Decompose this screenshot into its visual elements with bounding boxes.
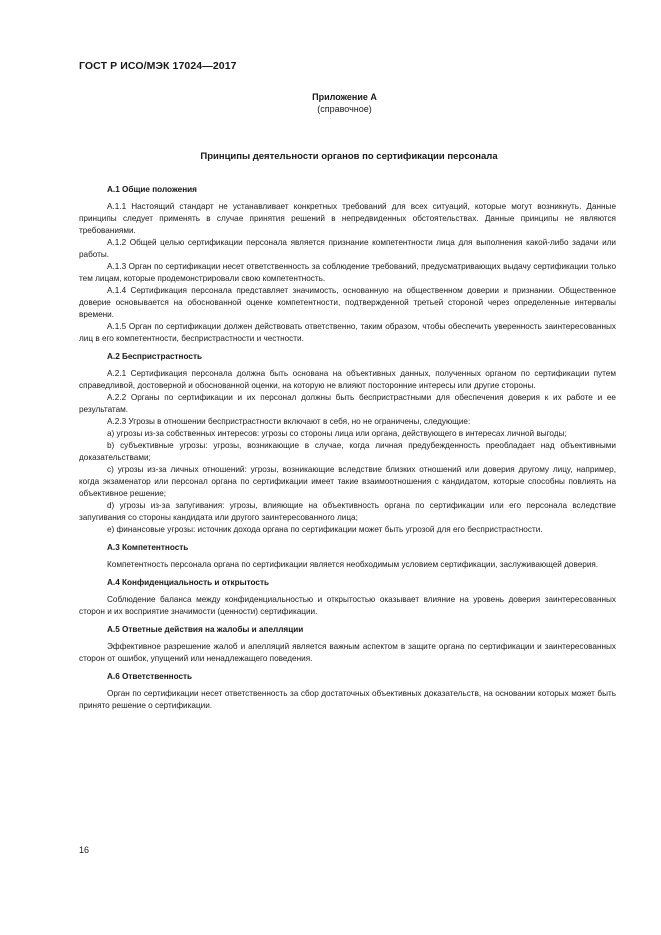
appendix-title: Приложение А: [312, 92, 377, 102]
list-item: a) угрозы из-за собственных интересов: угрозы со стороны лица или органа, действующего в интересах личной выгоды;: [107, 429, 567, 438]
paragraph: А.2.1 Сертификация персонала должна быть основана на объективных данных, полученных органом по сертификации путем справедливой, достоверной и обоснованной оценки, на которую не влияют посторонние интересы или другие стороны.: [79, 369, 616, 390]
page-title: Принципы деятельности органов по сертификации персонала: [200, 151, 498, 162]
appendix-subtitle: (справочное): [317, 104, 372, 114]
section-heading: А.2 Беспристрастность: [107, 352, 202, 361]
paragraph: Соблюдение баланса между конфиденциальностью и открытостью оказывает влияние на уровень доверия заинтересованных сторон и их восприятие значимости (ценности) сертификации.: [79, 595, 616, 616]
paragraph: Компетентность персонала органа по сертификации является необходимым условием сертификации, заслуживающей доверия.: [107, 560, 599, 569]
paragraph: А.1.1 Настоящий стандарт не устанавливает конкретных требований для всех ситуаций, которые могут возникнуть. Данные принципы следует применять в случае принятия решений в непредвиденных обстоятельствах. Данные принципы не являются требованиями.: [79, 202, 616, 235]
paragraph: Орган по сертификации несет ответственность за сбор достаточных объективных доказательств, на основании которых может быть принято решение о сертификации.: [79, 689, 616, 710]
section-heading: А.5 Ответные действия на жалобы и апелляции: [107, 625, 304, 634]
section-heading: А.3 Компетентность: [107, 543, 189, 552]
page-number: 16: [79, 845, 90, 855]
paragraph: Эффективное разрешение жалоб и апелляций является важным аспектом в защите органа по сертификации и заинтересованных сторон от ошибок, упущений или ненадлежащего поведения.: [79, 642, 616, 663]
list-item: c) угрозы из-за личных отношений: угрозы, возникающие вследствие близких отношений или доверия другому лицу, например, когда экзаменатор или персонал органа по сертификации имеет такие взаимоотношения с кандидатом, которые способны повлиять на объективное решение;: [79, 465, 616, 498]
paragraph: А.1.3 Орган по сертификации несет ответственность за соблюдение требований, предусматривающих выдачу сертификации только тем лицам, которые продемонстрировали свою компетентность.: [79, 262, 616, 283]
paragraph: А.1.5 Орган по сертификации должен действовать ответственно, таким образом, чтобы обеспечить уверенность заинтересованных лиц в его компетентности, беспристрастности и честности.: [79, 322, 616, 343]
list-item: b) субъективные угрозы: угрозы, возникающие в случае, когда личная предубежденность преобладает над объективными доказательствами;: [79, 441, 616, 462]
paragraph: А.1.4 Сертификация персонала представляет значимость, основанную на общественном доверии и признании. Общественное доверие основывается на обоснованной оценке компетентности, подтвержденной третьей стороной через определенные интервалы времени.: [79, 286, 616, 319]
standard-header: ГОСТ Р ИСО/МЭК 17024—2017: [79, 60, 237, 72]
section-heading: А.6 Ответственность: [107, 672, 193, 681]
section-heading: А.1 Общие положения: [107, 185, 197, 194]
paragraph: А.1.2 Общей целью сертификации персонала является признание компетентности лица для выполнения какой-либо задачи или работы.: [79, 238, 616, 259]
paragraph: А.2.2 Органы по сертификации и их персонал должны быть беспристрастными для обеспечения доверия к их работе и ее результатам.: [79, 393, 616, 414]
paragraph: А.2.3 Угрозы в отношении беспристрастности включают в себя, но не ограничены, следующие:: [107, 417, 471, 426]
appendix-label: [0, 91, 661, 115]
section-heading: А.4 Конфиденциальность и открытость: [107, 578, 270, 587]
document-body: [79, 184, 616, 712]
list-item: e) финансовые угрозы: источник дохода органа по сертификации может быть угрозой для его беспристрастности.: [107, 525, 543, 534]
list-item: d) угрозы из-за запугивания: угрозы, влияющие на объективность органа по сертификации или его персонала вследствие запугивания со стороны кандидата или другого заинтересованного лица;: [79, 501, 616, 522]
